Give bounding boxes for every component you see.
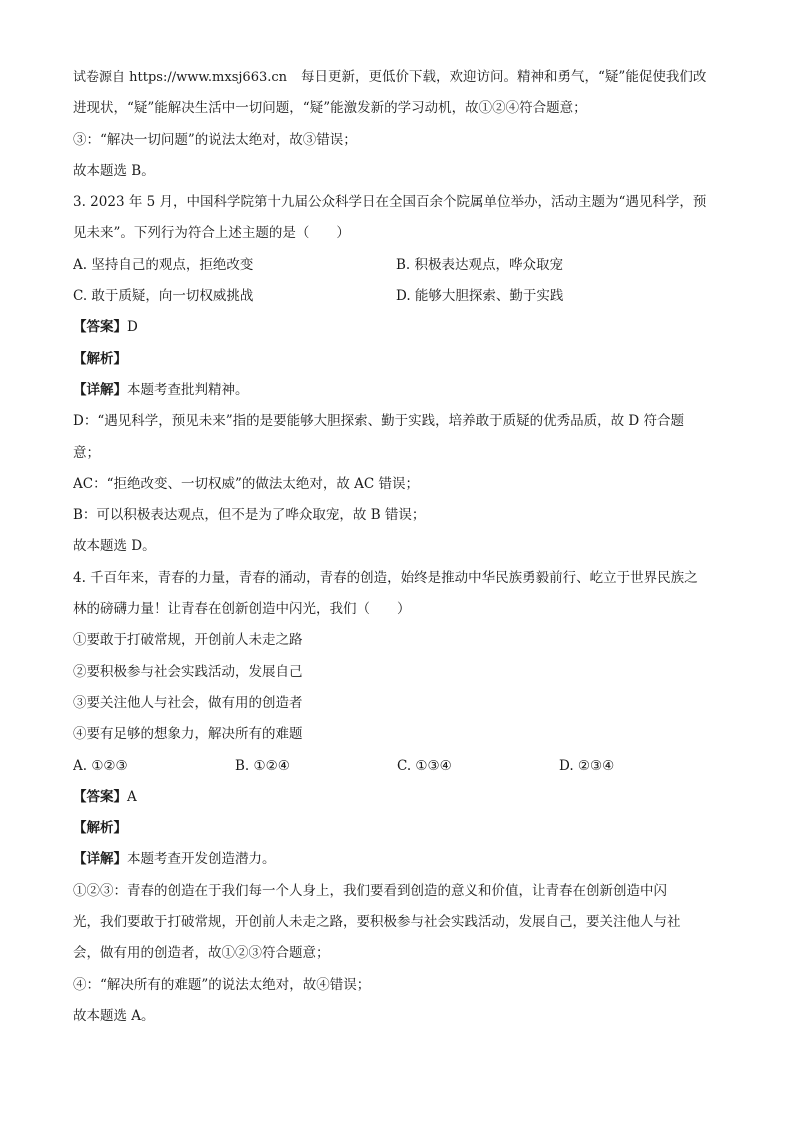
answer-value: A bbox=[127, 788, 137, 805]
answer-value: D bbox=[127, 319, 138, 336]
q4-option-c: C. ①③④ bbox=[397, 757, 452, 774]
q4-option-d: D. ②③④ bbox=[559, 757, 615, 774]
q2-tail-line-2: 进现状，“疑”能解决生活中一切问题，“疑”能激发新的学习动机，故①②④符合题意； bbox=[73, 100, 587, 117]
q3-explain-3: AC：“拒绝改变、一切权威”的做法太绝对，故 AC 错误； bbox=[73, 475, 420, 492]
q4-explain-4: ④：“解决所有的难题”的说法太绝对，故④错误； bbox=[73, 976, 371, 993]
q3-option-a: A. 坚持自己的观点，拒绝改变 bbox=[73, 256, 254, 273]
q3-option-b: B. 积极表达观点，哗众取宠 bbox=[396, 256, 564, 273]
answer-tag: 【答案】 bbox=[73, 319, 127, 336]
q2-conclusion: 故本题选 B。 bbox=[73, 162, 155, 179]
q3-option-c: C. 敢于质疑，向一切权威挑战 bbox=[73, 288, 254, 305]
q3-explain-1: D：“遇见科学，预见未来”指的是要能够大胆探索、勤于实践，培养敢于质疑的优秀品质，故 D 符合题 bbox=[73, 413, 685, 430]
q4-item-2: ②要积极参与社会实践活动，发展自己 bbox=[73, 663, 303, 680]
q4-conclusion: 故本题选 A。 bbox=[73, 1007, 155, 1024]
detail-tag: 【详解】 bbox=[73, 851, 127, 868]
q4-options-row bbox=[73, 751, 733, 782]
q4-explain-3: 会，做有用的创造者，故①②③符合题意； bbox=[73, 945, 330, 962]
q4-analysis-tag: 【解析】 bbox=[73, 820, 127, 837]
q3-options-row-1 bbox=[73, 250, 733, 281]
page-content bbox=[73, 62, 733, 1032]
q4-answer bbox=[73, 782, 733, 813]
q4-detail: 【详解】本题考查开发创造潜力。 bbox=[73, 851, 276, 868]
q4-option-b: B. ①②④ bbox=[235, 757, 290, 774]
q4-option-a: A. ①②③ bbox=[73, 757, 128, 774]
q4-item-4: ④要有足够的想象力，解决所有的难题 bbox=[73, 726, 303, 743]
answer-tag: 【答案】 bbox=[73, 788, 127, 805]
site-notice: 每日更新，更低价下载，欢迎访问。 bbox=[301, 69, 518, 85]
q3-stem-line-2: 见未来”。下列行为符合上述主题的是（ ） bbox=[73, 225, 350, 242]
q3-conclusion: 故本题选 D。 bbox=[73, 538, 156, 555]
q3-answer bbox=[73, 312, 733, 343]
q4-explain-2: 光，我们要敢于打破常规，开创前人未走之路，要积极参与社会实践活动，发展自己，要关注他人与社 bbox=[73, 914, 681, 931]
q4-item-3: ③要关注他人与社会，做有用的创造者 bbox=[73, 694, 303, 711]
q3-options-row-2 bbox=[73, 281, 733, 312]
q4-item-1: ①要敢于打破常规，开创前人未走之路 bbox=[73, 632, 303, 649]
q3-explain-2: 意； bbox=[73, 444, 100, 461]
q3-stem-line-1: 3. 2023 年 5 月，中国科学院第十九届公众科学日在全国百余个院属单位举办，活动主题为“遇见科学，预 bbox=[73, 194, 707, 211]
source-link[interactable]: 试卷源自 https://www.mxsj663.cn bbox=[73, 70, 288, 85]
detail-tag: 【详解】 bbox=[73, 381, 127, 398]
q3-detail: 【详解】本题考查批判精神。 bbox=[73, 381, 249, 398]
q2-tail-line-1: 试卷源自 https://www.mxsj663.cn 每日更新，更低价下载，欢迎访问。精神和勇气，“疑”能促使我们改 bbox=[73, 69, 707, 85]
q3-option-d: D. 能够大胆探索、勤于实践 bbox=[396, 288, 564, 305]
q4-stem-line-2: 林的磅礴力量！让青春在创新创造中闪光，我们（ ） bbox=[73, 601, 411, 618]
q4-explain-1: ①②③：青春的创造在于我们每一个人身上，我们要看到创造的意义和价值，让青春在创新创造中闪 bbox=[73, 882, 667, 899]
q2-tail-line-3: ③：“解决一切问题”的说法太绝对，故③错误； bbox=[73, 131, 357, 148]
q4-stem-line-1: 4. 千百年来，青春的力量，青春的涌动，青春的创造，始终是推动中华民族勇毅前行、屹立于世界民族之 bbox=[73, 569, 698, 586]
q3-explain-4: B：可以积极表达观点，但不是为了哗众取宠，故 B 错误； bbox=[73, 507, 426, 524]
q3-analysis-tag: 【解析】 bbox=[73, 350, 127, 367]
